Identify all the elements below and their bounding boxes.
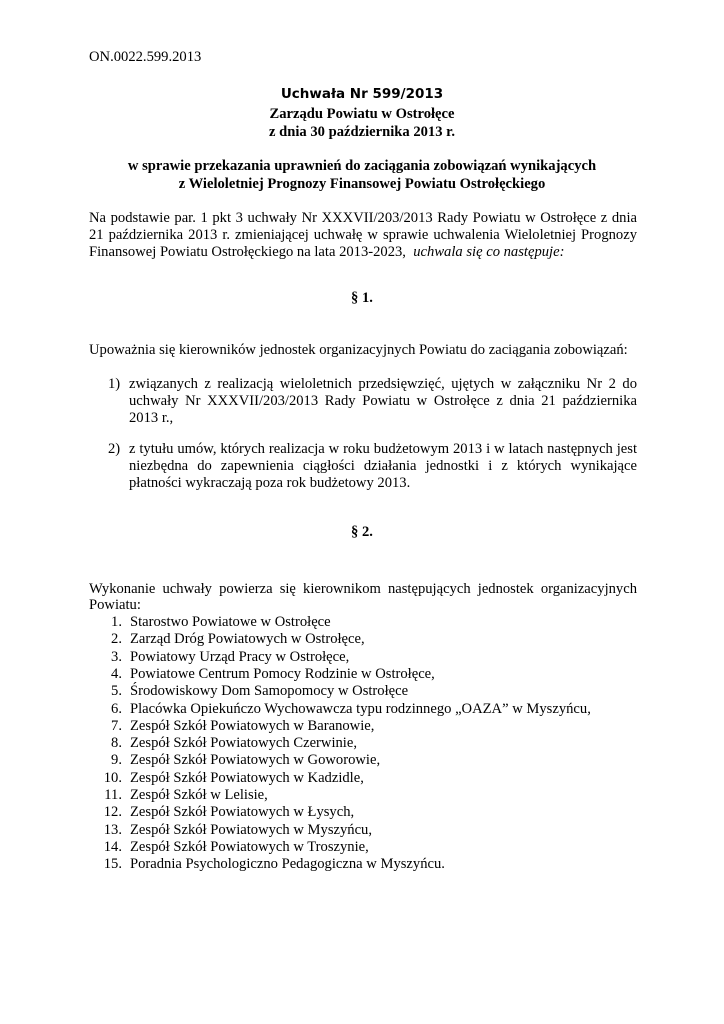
unit-list-item — [0, 649, 724, 666]
unit-number: 5. — [111, 683, 122, 700]
resolution-title: Uchwała Nr 599/2013 — [280, 86, 444, 102]
unit-name: Zespół Szkół Powiatowych w Goworowie, — [130, 752, 381, 769]
unit-number: 11. — [104, 787, 122, 803]
resolution-date: z dnia 30 października 2013 r. — [269, 124, 455, 140]
preamble-line3-text: Finansowej Powiatu Ostrołęckiego na lata 2013-2023, — [89, 244, 406, 260]
unit-list-item — [0, 856, 724, 873]
section1-item1-line1: związanych z realizacją wieloletnich przedsięwzięć, ujętych w załączniku Nr 2 do — [129, 376, 637, 392]
resolution-subject-line1: w sprawie przekazania uprawnień do zaciągania zobowiązań wynikających — [127, 158, 597, 174]
unit-name: Zespół Szkół Powiatowych w Myszyńcu, — [130, 821, 372, 838]
unit-number: 15. — [103, 856, 122, 873]
unit-number: 6. — [111, 700, 122, 717]
section1-intro: Upoważnia się kierowników jednostek organizacyjnych Powiatu do zaciągania zobowiązań: — [89, 342, 628, 358]
unit-list-item — [0, 666, 724, 683]
unit-number: 3. — [111, 648, 122, 665]
preamble-line3 — [89, 244, 564, 261]
section2-intro-line2: Powiatu: — [89, 597, 141, 613]
unit-name: Zespół Szkół Powiatowych w Baranowie, — [130, 717, 375, 734]
unit-name: Środowiskowy Dom Samopomocy w Ostrołęce — [130, 683, 409, 700]
section1-item1-line3: 2013 r., — [129, 410, 174, 426]
section2-heading: § 2. — [351, 524, 373, 540]
unit-list-item — [0, 631, 724, 648]
preamble-line2: 21 października 2013 r. zmieniającej uchwałę w sprawie uchwalenia Wieloletniej Prognozy — [89, 227, 637, 243]
unit-number: 9. — [111, 752, 122, 769]
unit-list-item — [0, 804, 724, 821]
section1-item2-line2: niezbędna do zapewnienia ciągłości działania jednostki i z których wynikające — [129, 458, 637, 474]
section1-item2-number: 2) — [108, 441, 121, 457]
unit-number: 1. — [111, 614, 122, 630]
unit-list-item — [0, 787, 724, 804]
unit-number: 12. — [103, 804, 122, 821]
unit-list-item — [0, 770, 724, 787]
unit-number: 13. — [103, 821, 122, 838]
preamble-enacting-clause: uchwala się co następuje: — [413, 244, 565, 260]
unit-name: Starostwo Powiatowe w Ostrołęce — [130, 614, 331, 630]
unit-number: 14. — [103, 838, 122, 855]
unit-name: Zespół Szkół Powiatowych w Łysych, — [130, 804, 355, 821]
preamble-line1: Na podstawie par. 1 pkt 3 uchwały Nr XXXVII/203/2013 Rady Powiatu w Ostrołęce z dnia — [89, 210, 637, 226]
unit-name: Zarząd Dróg Powiatowych w Ostrołęce, — [130, 631, 365, 648]
unit-name: Powiatowe Centrum Pomocy Rodzinie w Ostrołęce, — [130, 665, 435, 682]
unit-list-item — [0, 822, 724, 839]
section1-heading: § 1. — [351, 290, 373, 306]
unit-name: Powiatowy Urząd Pracy w Ostrołęce, — [130, 648, 350, 665]
section1-item2-line1: z tytułu umów, których realizacja w roku budżetowym 2013 i w latach następnych jest — [129, 441, 637, 457]
unit-list-item — [0, 839, 724, 856]
unit-name: Zespół Szkół Powiatowych w Troszynie, — [130, 838, 369, 855]
unit-name: Zespół Szkół w Lelisie, — [130, 787, 268, 803]
section1-item1-number: 1) — [108, 376, 121, 392]
unit-list-item — [0, 701, 724, 718]
unit-list-item — [0, 683, 724, 700]
section1-item2-line3: płatności wykraczają poza rok budżetowy 2013. — [129, 475, 411, 491]
unit-name: Poradnia Psychologiczno Pedagogiczna w Myszyńcu. — [130, 856, 445, 873]
section2-intro-line1: Wykonanie uchwały powierza się kierownikom następujących jednostek organizacyjnych — [89, 581, 637, 597]
unit-number: 4. — [111, 665, 122, 682]
unit-list-item — [0, 614, 724, 631]
unit-list-item — [0, 718, 724, 735]
unit-number: 10. — [103, 769, 122, 786]
unit-name: Zespół Szkół Powiatowych w Kadzidle, — [130, 769, 364, 786]
unit-number: 2. — [111, 631, 122, 648]
resolution-issuer: Zarządu Powiatu w Ostrołęce — [269, 106, 455, 122]
unit-number: 8. — [111, 735, 122, 752]
unit-name: Zespół Szkół Powiatowych Czerwinie, — [130, 735, 357, 752]
resolution-subject-line2: z Wieloletniej Prognozy Finansowej Powiatu Ostrołęckiego — [178, 176, 546, 192]
section1-item1-line2: uchwały Nr XXXVII/203/2013 Rady Powiatu w Ostrołęce z dnia 21 października — [129, 393, 637, 409]
unit-name: Placówka Opiekuńczo Wychowawcza typu rodzinnego „OAZA” w Myszyńcu, — [130, 700, 591, 717]
unit-list-item — [0, 735, 724, 752]
unit-number: 7. — [111, 717, 122, 734]
document-reference: ON.0022.599.2013 — [89, 49, 202, 65]
unit-list-item — [0, 752, 724, 769]
